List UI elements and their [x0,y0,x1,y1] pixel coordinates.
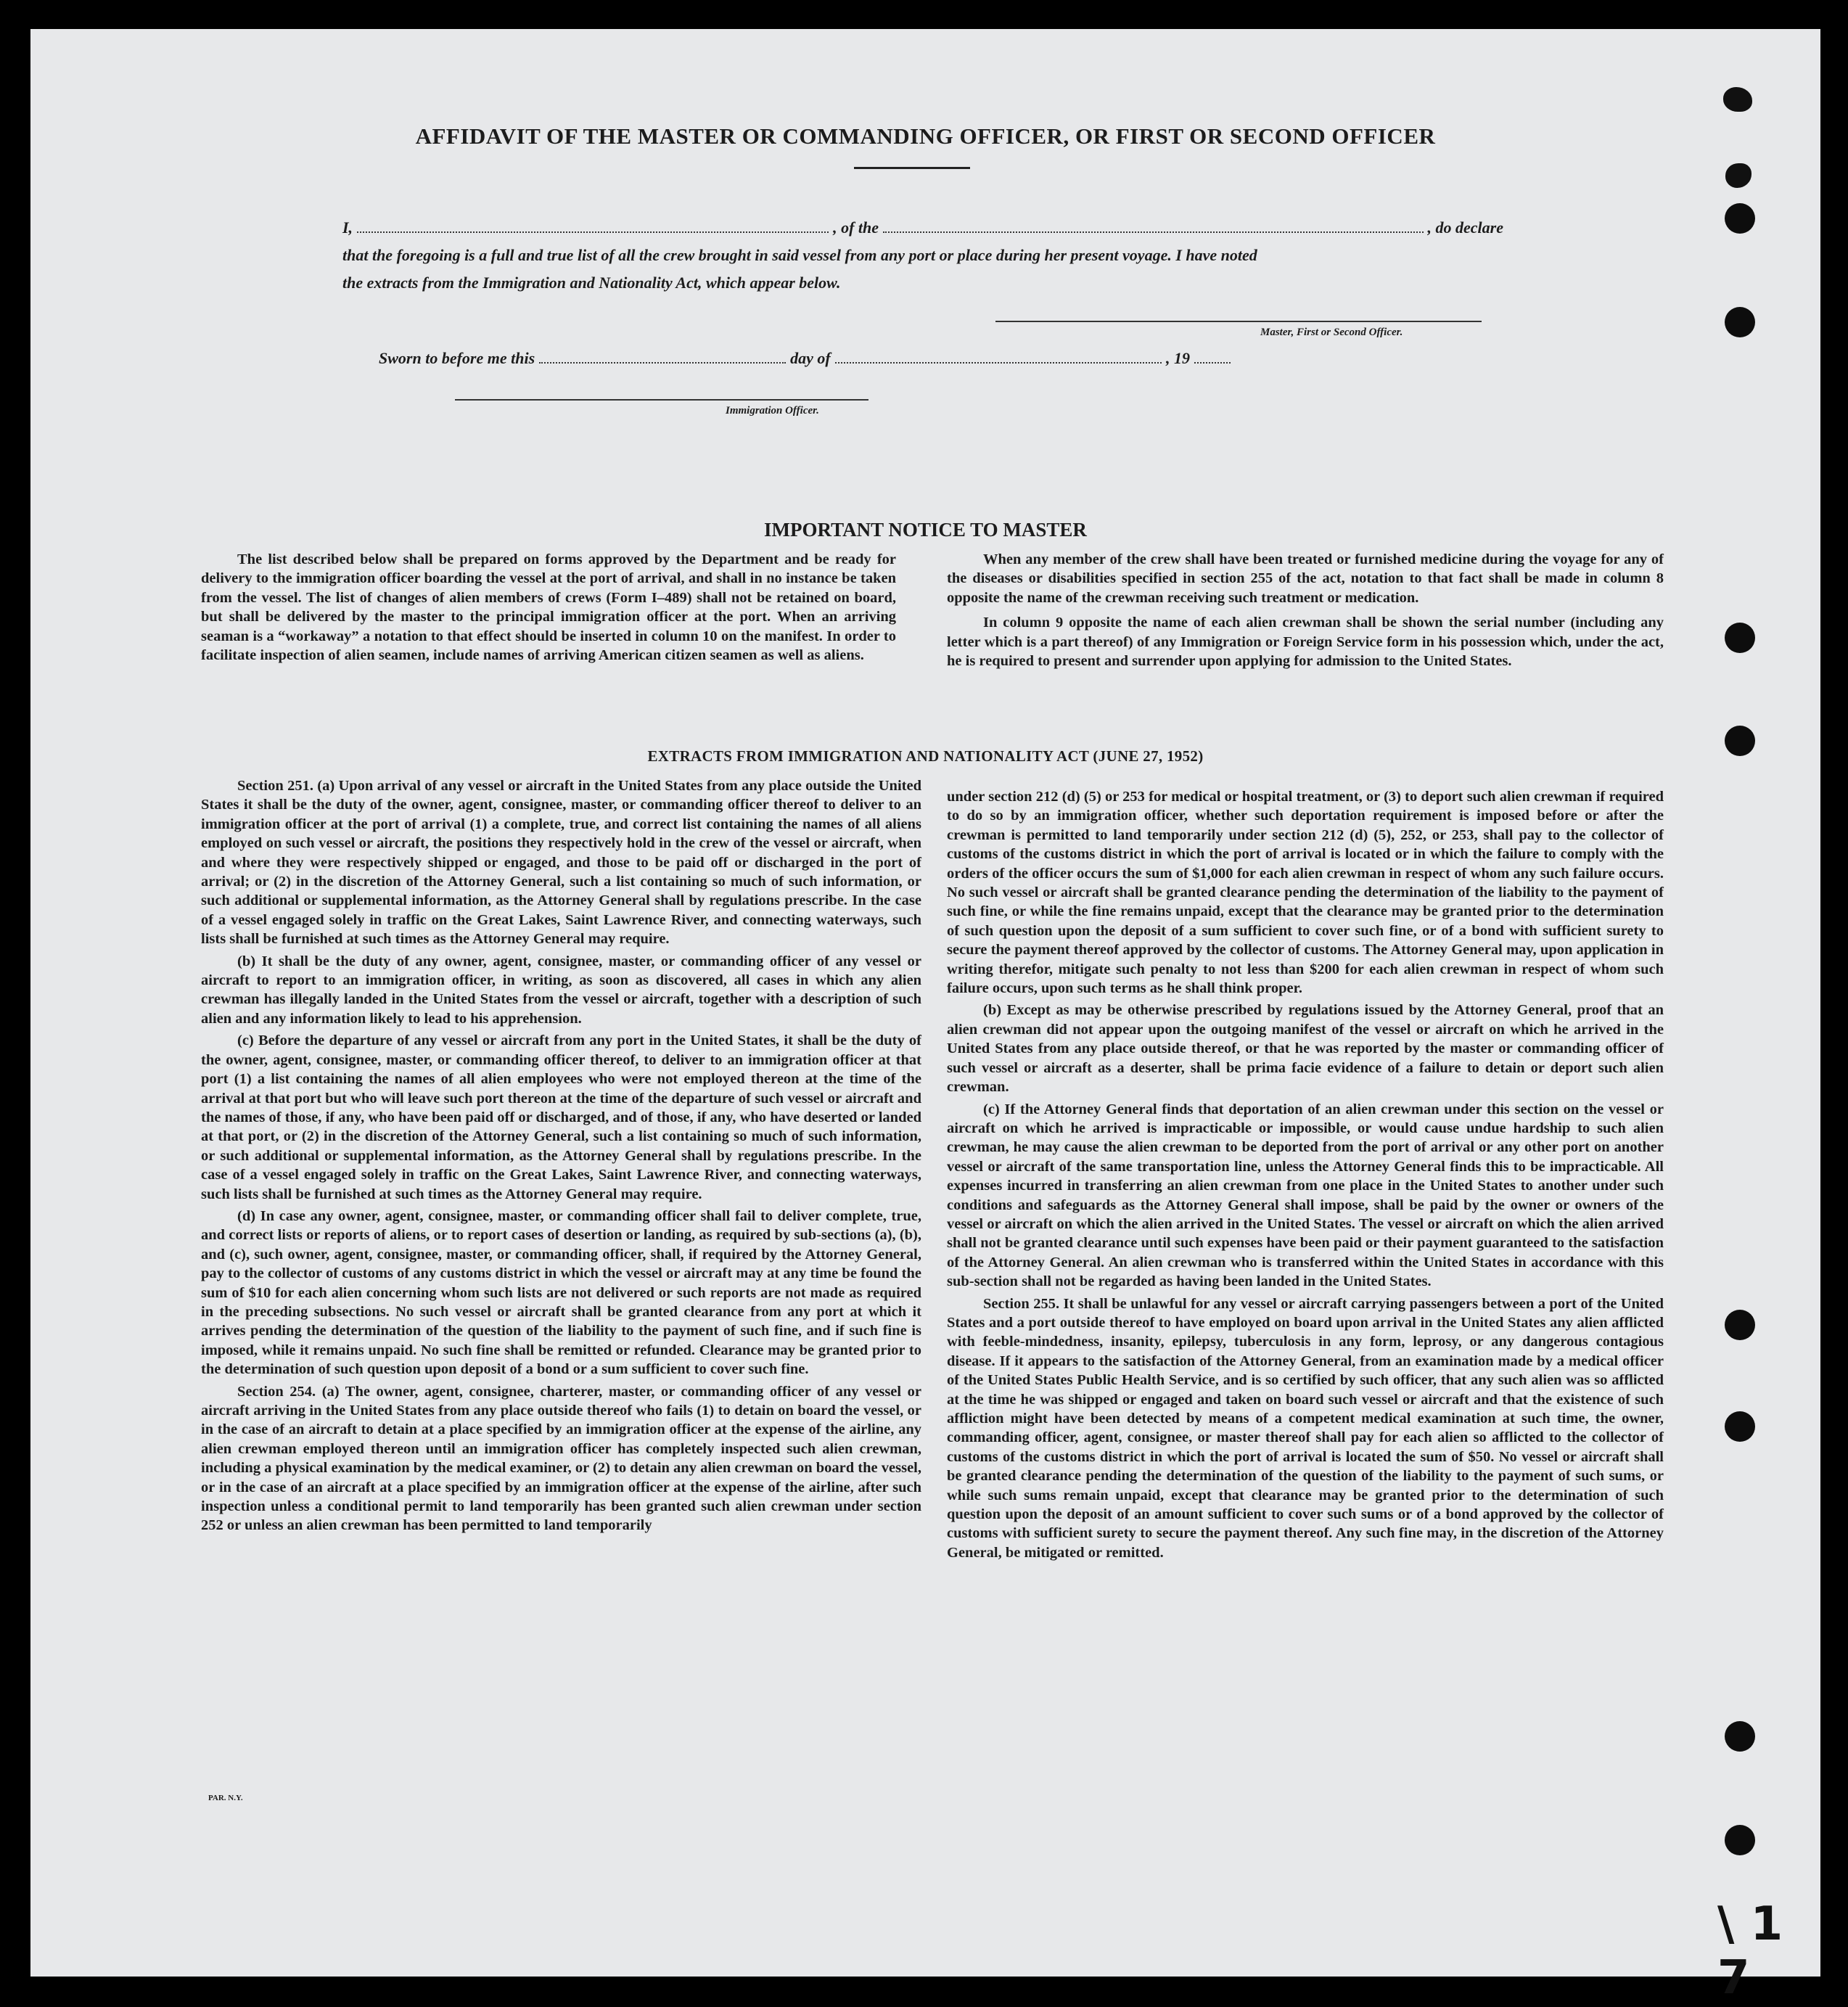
printer-mark: PAR. N.Y. [208,1794,243,1802]
declaration-line-2: that the foregoing is a full and true list of all the crew brought in said vessel from any port or place during her present voyage. I have noted [342,246,1257,264]
sworn-day-blank[interactable] [539,349,786,364]
section-paragraph: (b) Except as may be otherwise prescribed by regulations issued by the Attorney General, proof that an alien crewman did not appear upon the outgoing manifest of the vessel or aircraft on which he arrived in the United States from any place outside thereof, or that he was reported by the master or commanding officer of such vessel or aircraft as a deserter, shall be prima facie evidence of a failure to detain or deport such alien crewman. [947,1002,1664,1096]
declaration-block [342,214,1503,297]
section-paragraph: Section 251. (a) Upon arrival of any vessel or aircraft in the United States from any place outside the United States it shall be the duty of the owner, agent, consignee, master, or commanding officer thereof to deliver to an immigration officer at the port of arrival (1) a complete, true, and correct list containing the names of all aliens employed on such vessel or aircraft, the positions they respectively hold in the crew of the vessel or aircraft, when and where they were respectively shipped or engaged, and those to be paid off or discharged in the port of arrival; or (2) in the discretion of the Attorney General, such a list containing so much of such information, or such additional or supplemental information, as the Attorney General shall by regulations prescribe. In the case of a vessel engaged solely in traffic on the Great Lakes, Saint Lawrence River, and connecting waterways, such lists shall be furnished at such times as the Attorney General may require. [201,778,921,948]
notice-title: IMPORTANT NOTICE TO MASTER [764,519,1087,541]
extracts-left-column [201,776,921,1538]
ink-blot-icon [1725,163,1752,188]
notice-right-column [947,550,1664,673]
sworn-month-blank[interactable] [835,349,1162,364]
binder-hole-icon [1725,1721,1755,1752]
name-blank[interactable] [357,218,829,233]
officer-signature-line[interactable] [455,399,868,401]
sworn-line: Sworn to before me this day of , 19 [379,345,1235,372]
extracts-right-column [947,787,1664,1565]
section-paragraph: Section 254. (a) The owner, agent, consignee, charterer, master, or commanding officer of any vessel or aircraft arriving in the United States from any place outside thereof who fails (1) to detain on board the vessel, or in the case of an aircraft to detain at a place specified by an immigration officer at the expense of the airline, any alien crewman employed thereon until an immigration officer has completely inspected such alien crewman, including a physical examination by the medical examiner, or (2) to detain any alien crewman on board the vessel, or in the case of an aircraft at a place specified by an immigration officer at the expense of the airline, after such inspection unless a conditional permit to land temporarily has been granted such alien crewman under section 252 or unless an alien crewman has been permitted to land temporarily [201,1383,921,1534]
section-paragraph: (d) In case any owner, agent, consignee, master, or commanding officer shall fail to deliver complete, true, and correct lists or reports of aliens, or to report cases of desertion or landing, as required by sub-sections (a), (b), and (c), such owner, agent, consignee, master, or commanding officer, shall, if required by the Attorney General, pay to the collector of customs of any customs district in which the vessel or aircraft may at any time be found the sum of $10 for each alien concerning whom such lists are not delivered or such reports are not made as required in the preceding subsections. No such vessel or aircraft shall be granted clearance from any port at which it arrives pending the determination of the question of the liability to the payment of such fine, and if such fine is imposed, while it remains unpaid. No such fine shall be remitted or refunded. Clearance may be granted prior to the determination of such question upon deposit of a bond or a sum sufficient to cover such fine. [201,1207,921,1378]
officer-caption: Immigration Officer. [726,405,819,416]
master-caption: Master, First or Second Officer. [1260,327,1403,338]
ink-blot-icon [1723,87,1752,112]
binder-hole-icon [1725,1310,1755,1340]
section-paragraph: under section 212 (d) (5) or 253 for medical or hospital treatment, or (3) to deport such alien crewman if required to do so by an immigration officer, whether such deportation requirement is imposed before or after the crewman is permitted to land temporarily under section 212 (d) (5), 252, or 253, shall pay to the collector of customs of the customs district in which the port of arrival is located or in which the failure to comply with the orders of the officer occurs the sum of $1,000 for each alien crewman in respect of whom any such failure occurs. No such vessel or aircraft shall be granted clearance pending the determination of the liability to the payment of such fine, or while the fine remains unpaid, except that the clearance may be granted prior to the determination of such question upon the deposit of a sum sufficient to cover such fine, or of a bond with sufficient surety to secure the payment thereof approved by the collector of customs. The Attorney General may, upon application in writing therefor, mitigate such penalty to not less than $200 for each alien crewman in respect of whom such failure occurs, upon such terms as he shall think proper. [947,789,1664,997]
section-paragraph: Section 255. It shall be unlawful for any vessel or aircraft carrying passengers between a port of the United States and a port outside thereof to have employed on board upon arrival in the United States any alien afflicted with feeble-mindedness, insanity, epilepsy, tuberculosis in any form, leprosy, or any dangerous contagious disease. If it appears to the satisfaction of the Attorney General, from an examination made by a medical officer of the United States Public Health Service, and is so certified by such officer, that any such alien was so afflicted at the time he was shipped or engaged and taken on board such vessel or aircraft and that the existence of such affliction might have been detected by means of a competent medical examination at such time, the owner, commanding officer, agent, consignee, or master thereof shall pay for each alien so afflicted to the collector of customs of the customs district in which the port of arrival is located the sum of $50. No vessel or aircraft shall be granted clearance pending the determination of the question of the liability to the payment of such sums, or while such sums remain unpaid, except that clearance may be granted prior to the determination of such question upon the deposit of an amount sufficient to cover such sums or of a bond approved by the collector of customs with sufficient surety to secure the payment thereof. Any such fine may, in the discretion of the Attorney General, be mitigated or remitted. [947,1295,1664,1561]
section-paragraph: (c) If the Attorney General finds that deportation of an alien crewman under this section on the vessel or aircraft on which he arrived is impracticable or impossible, or would cause undue hardship to such alien crewman, he may cause the alien crewman to be deported from the port of arrival or any other port on another vessel or aircraft of the same transportation line, unless the Attorney General finds this to be impracticable. All expenses incurred in transferring an alien crewman from one place in the United States to another under such conditions and safeguards as the Attorney General shall impose, shall be paid by the owner or owners of the vessel or aircraft on which the alien arrived in the United States. The vessel or aircraft on which the alien arrived shall not be granted clearance until such expenses have been paid or their payment guaranteed to the satisfaction of the Attorney General. An alien crewman who is transferred within the United States in accordance with this sub-section shall not be regarded as having been landed in the United States. [947,1101,1664,1290]
section-paragraph: (c) Before the departure of any vessel or aircraft from any port in the United States, it shall be the duty of the owner, agent, consignee, master, or commanding officer thereof, to deliver to an immigration officer at that port (1) a list containing the names of all alien employees who were not employed thereon at the time of the arrival at that port but who will leave such port thereon at the time of the departure of such vessel or aircraft and the names of those, if any, who have been paid off or discharged, and of those, if any, who have deserted or landed at that port, or (2) in the discretion of the Attorney General, such a list containing so much of such information, or such additional or supplemental information, as the Attorney General shall by regulations prescribe. In the case of a vessel engaged solely in traffic on the Great Lakes, Saint Lawrence River, and connecting waterways, such lists shall be furnished at such times as the Attorney General may require. [201,1033,921,1202]
extracts-title: EXTRACTS FROM IMMIGRATION AND NATIONALITY ACT (JUNE 27, 1952) [647,747,1204,765]
handwritten-mark: \ 1 7 [1717,1897,1783,2005]
section-paragraph: (b) It shall be the duty of any owner, agent, consignee, master, or commanding officer of any vessel or aircraft to report to an immigration officer, in writing, as soon as discovered, all cases in which any alien crewman has illegally landed in the United States from the vessel or aircraft, together with a description of such alien and any information likely to lead to his apprehension. [201,953,921,1027]
binder-hole-icon [1725,623,1755,653]
notice-paragraph: When any member of the crew shall have been treated or furnished medicine during the voyage for any of the diseases or disabilities specified in section 255 of the act, notation to that fact shall be made in column 8 opposite the name of the crewman receiving such treatment or medication. [947,551,1664,606]
notice-left-column [201,550,896,668]
binder-hole-icon [1725,1825,1755,1855]
master-signature-line[interactable] [995,321,1482,322]
sworn-year-blank[interactable] [1194,349,1231,364]
notice-paragraph: In column 9 opposite the name of each alien crewman shall be shown the serial number (including any letter which is a part thereof) of any Immigration or Foreign Service form in his possession which, under the act, he is required to present and surrender upon applying for admission to the United States. [947,615,1664,670]
binder-hole-icon [1725,203,1755,234]
vessel-blank[interactable] [883,218,1424,233]
declaration-line-1: I, , of the , do declare [342,218,1503,237]
notice-paragraph: The list described below shall be prepared on forms approved by the Department and be ready for delivery to the immigration officer boarding the vessel at the port of arrival, and shall in no instance be taken from the vessel. The list of changes of alien members of crews (Form I–489) shall not be retained on board, but shall be delivered by the master to the principal immigration officer at the port. When an arriving seaman is a “workaway” a notation to that effect should be inserted in column 10 on the manifest. In order to facilitate inspection of alien seamen, include names of arriving American citizen seamen as well as aliens. [201,551,896,664]
document-page [30,29,1820,2005]
binder-hole-icon [1725,726,1755,756]
title-underline [854,167,970,169]
binder-hole-icon [1725,307,1755,337]
affidavit-title: AFFIDAVIT OF THE MASTER OR COMMANDING OFFICER, OR FIRST OR SECOND OFFICER [415,123,1436,149]
binder-hole-icon [1725,1411,1755,1442]
declaration-line-3: the extracts from the Immigration and Nationality Act, which appear below. [342,274,841,292]
